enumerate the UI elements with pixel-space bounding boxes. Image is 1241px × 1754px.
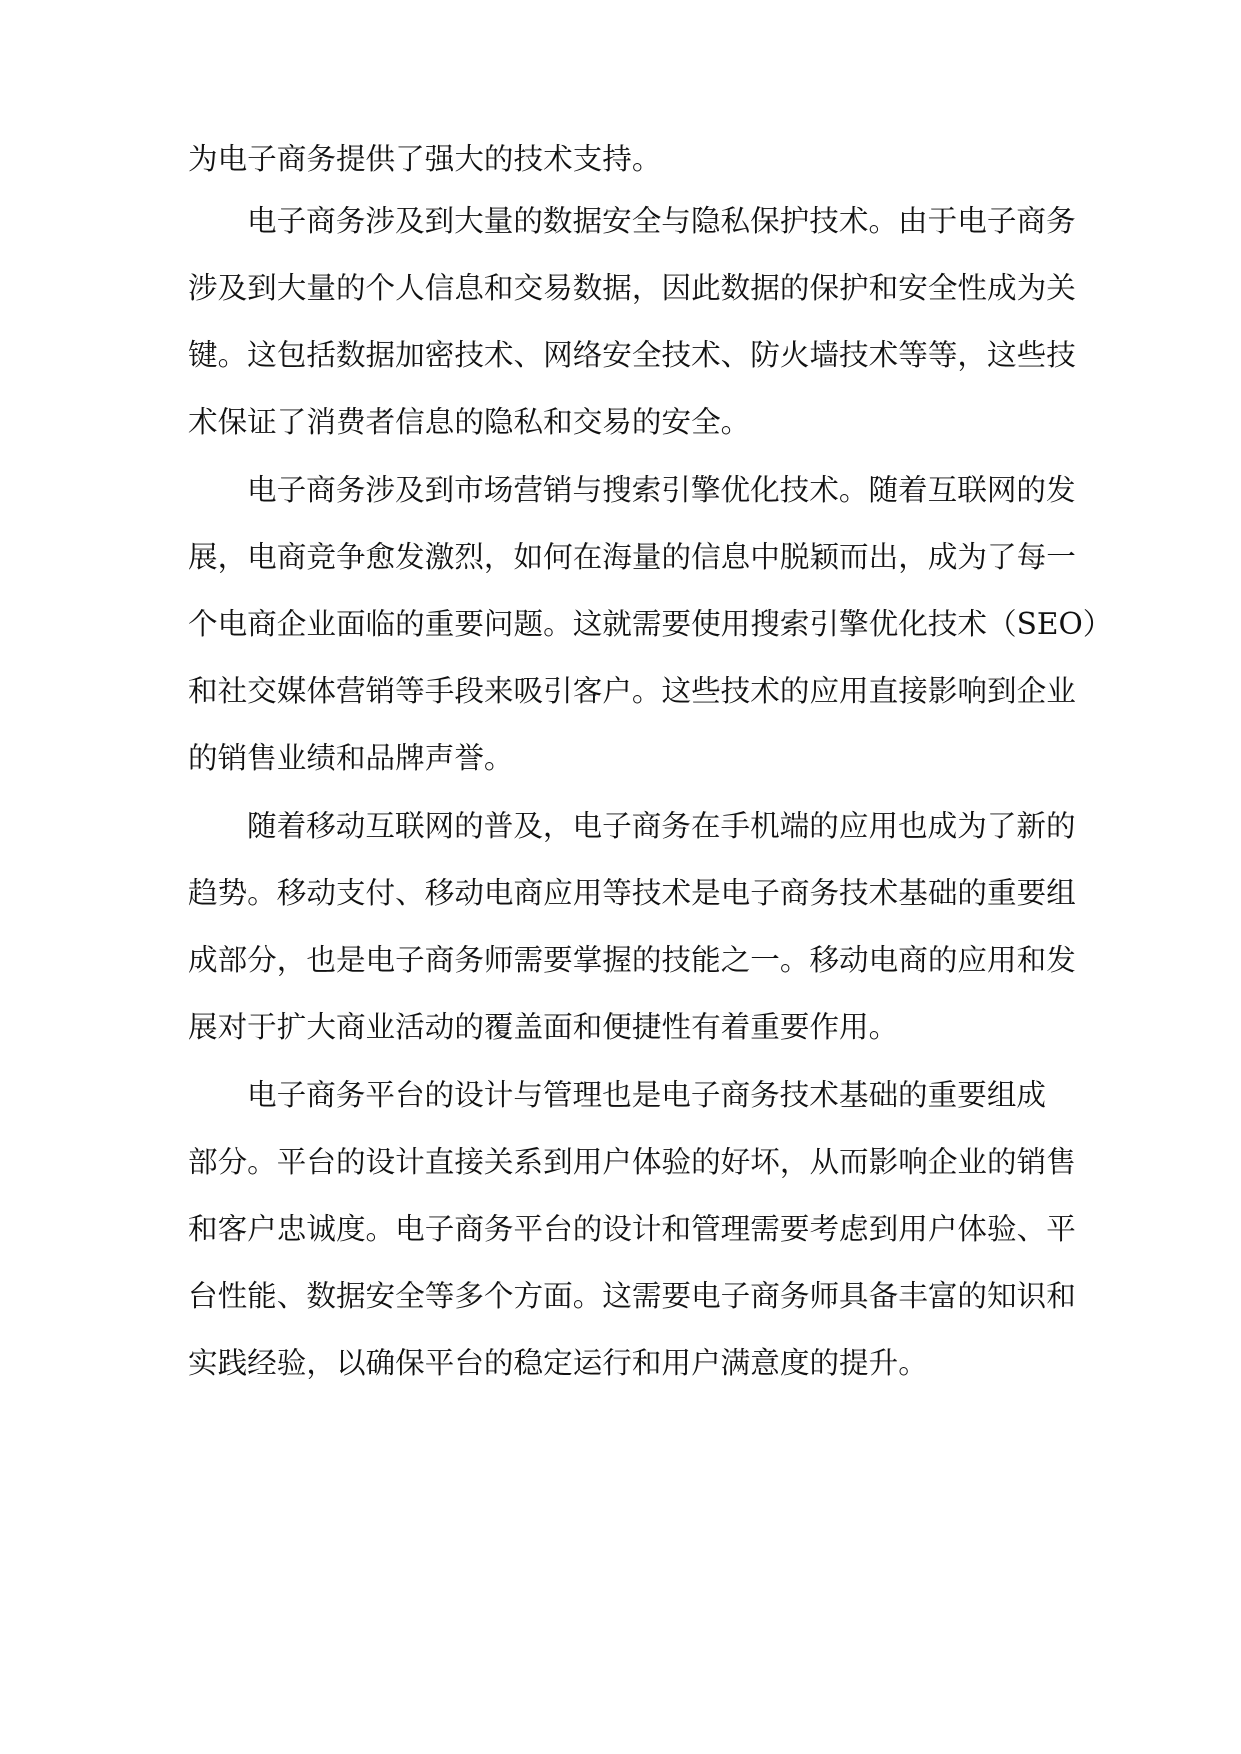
text-line: 成部分，也是电子商务师需要掌握的技能之一。移动电商的应用和发 (188, 943, 1076, 977)
text-line: 趋势。移动支付、移动电商应用等技术是电子商务技术基础的重要组 (188, 876, 1076, 910)
text-line: 实践经验，以确保平台的稳定运行和用户满意度的提升。 (188, 1346, 928, 1380)
text-line: 和社交媒体营销等手段来吸引客户。这些技术的应用直接影响到企业 (188, 674, 1076, 708)
text-line: 键。这包括数据加密技术、网络安全技术、防火墙技术等等，这些技 (188, 338, 1076, 372)
text-line: 展，电商竞争愈发激烈，如何在海量的信息中脱颖而出，成为了每一 (188, 540, 1076, 574)
paragraph-first-line: 电子商务涉及到市场营销与搜索引擎优化技术。随着互联网的发 (247, 473, 1076, 507)
text-line: 的销售业绩和品牌声誉。 (188, 741, 514, 775)
text-line: 个电商企业面临的重要问题。这就需要使用搜索引擎优化技术（SEO） (188, 607, 1113, 641)
paragraph-first-line: 电子商务涉及到大量的数据安全与隐私保护技术。由于电子商务 (247, 204, 1076, 238)
text-line: 术保证了消费者信息的隐私和交易的安全。 (188, 405, 751, 439)
text-line: 部分。平台的设计直接关系到用户体验的好坏，从而影响企业的销售 (188, 1145, 1076, 1179)
text-line: 台性能、数据安全等多个方面。这需要电子商务师具备丰富的知识和 (188, 1279, 1076, 1313)
text-line: 展对于扩大商业活动的覆盖面和便捷性有着重要作用。 (188, 1010, 899, 1044)
text-line: 和客户忠诚度。电子商务平台的设计和管理需要考虑到用户体验、平 (188, 1212, 1076, 1246)
text-line: 涉及到大量的个人信息和交易数据，因此数据的保护和安全性成为关 (188, 271, 1076, 305)
paragraph-first-line: 电子商务平台的设计与管理也是电子商务技术基础的重要组成 (247, 1078, 1047, 1112)
text-line: 为电子商务提供了强大的技术支持。 (188, 142, 662, 176)
paragraph-first-line: 随着移动互联网的普及，电子商务在手机端的应用也成为了新的 (247, 809, 1076, 843)
